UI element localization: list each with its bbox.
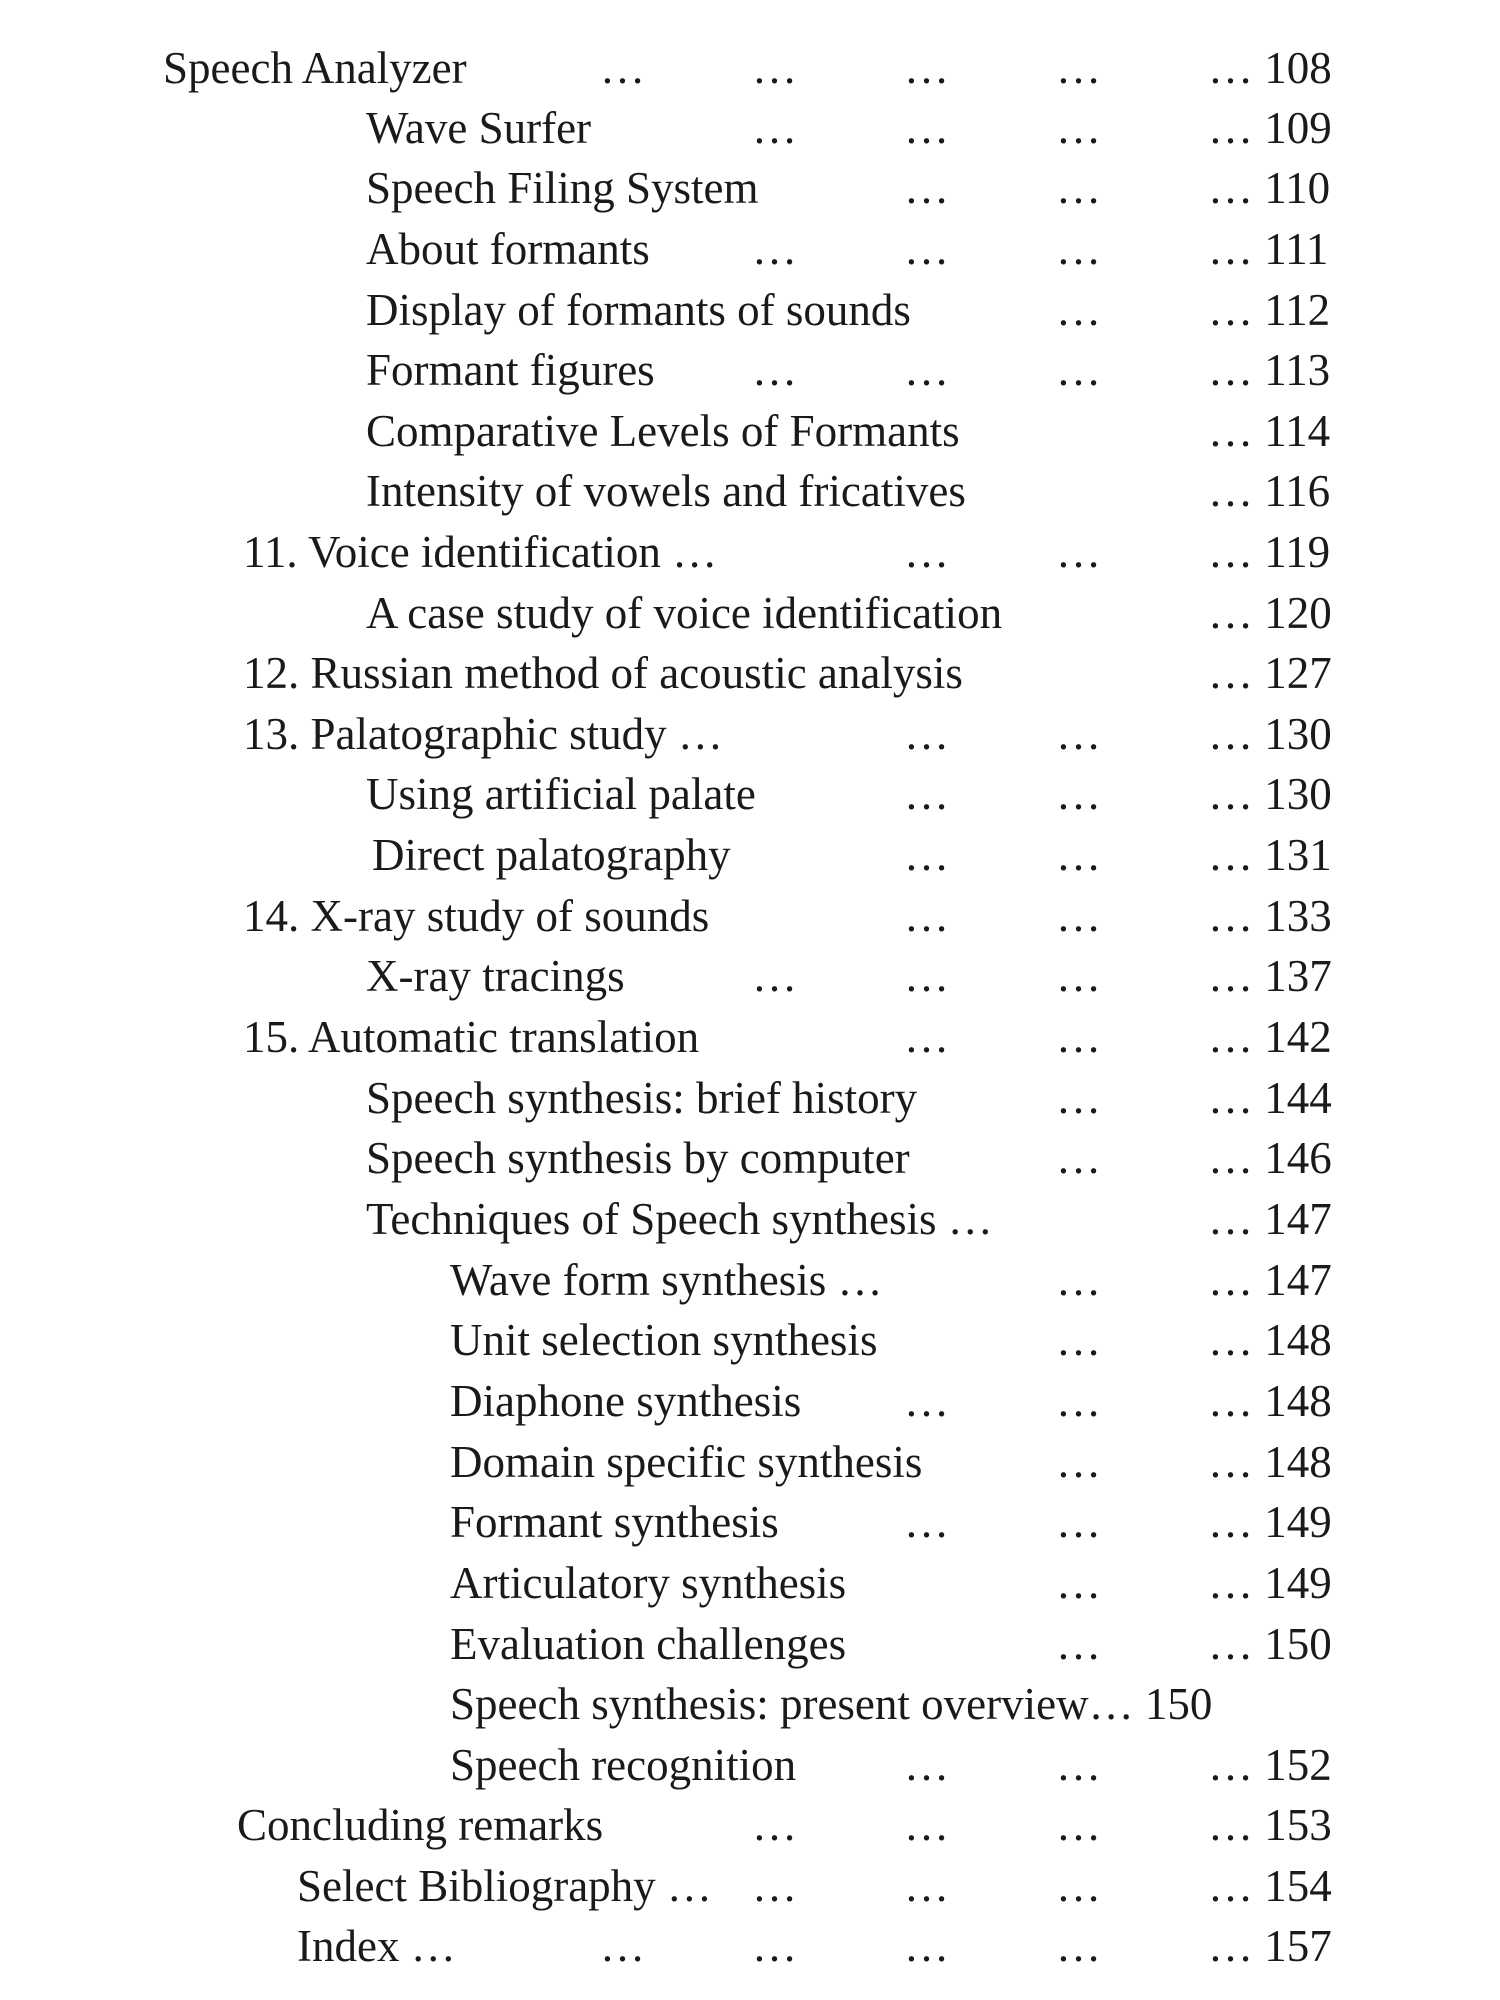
page-number: … 109: [1208, 103, 1332, 153]
toc-entry: [0, 1371, 1500, 1431]
page-number: … 113: [1208, 345, 1331, 395]
entry-title: 15. Automatic translation: [243, 1012, 700, 1062]
page-number: … 130: [1208, 709, 1332, 759]
toc-entry: [0, 946, 1500, 1006]
page-number: … 154: [1208, 1861, 1332, 1911]
toc-entry: [0, 1856, 1500, 1916]
page-number: … 144: [1208, 1073, 1332, 1123]
leader-dots: …: [1056, 1558, 1103, 1608]
leader-dots: …: [1056, 1861, 1103, 1911]
leader-dots: …: [904, 1012, 951, 1062]
toc-entry: [0, 1007, 1500, 1067]
leader-dots: …: [904, 224, 951, 274]
entry-title: A case study of voice identification: [366, 588, 1003, 638]
leader-dots: …: [1056, 769, 1103, 819]
leader-dots: …: [752, 1921, 799, 1971]
leader-dots: …: [904, 709, 951, 759]
leader-dots: …: [904, 1861, 951, 1911]
entry-title: Speech synthesis by computer: [366, 1133, 910, 1183]
page-number: … 131: [1208, 830, 1332, 880]
leader-dots: …: [1056, 709, 1103, 759]
toc-entry: [0, 98, 1500, 158]
leader-dots: …: [904, 1921, 951, 1971]
toc-entry: [0, 461, 1500, 521]
page-number: … 148: [1208, 1437, 1332, 1487]
entry-title: 12. Russian method of acoustic analysis: [243, 648, 963, 698]
leader-dots: …: [1056, 1497, 1103, 1547]
toc-entry: [0, 340, 1500, 400]
page-number: … 149: [1208, 1497, 1332, 1547]
entry-title: Speech Filing System: [366, 163, 759, 213]
toc-entry: [0, 764, 1500, 824]
toc-entry: [0, 1250, 1500, 1310]
page-number: … 137: [1208, 951, 1332, 1001]
leader-dots: …: [904, 527, 951, 577]
leader-dots: …: [1056, 1255, 1103, 1305]
leader-dots: …: [1056, 1619, 1103, 1669]
entry-title: Display of formants of sounds: [366, 285, 911, 335]
page-number: … 108: [1208, 43, 1332, 93]
entry-title: Evaluation challenges: [450, 1619, 847, 1669]
leader-dots: …: [1056, 527, 1103, 577]
leader-dots: …: [1056, 891, 1103, 941]
leader-dots: …: [752, 43, 799, 93]
page-number: … 130: [1208, 769, 1332, 819]
entry-title: 11. Voice identification …: [243, 527, 718, 577]
leader-dots: …: [904, 163, 951, 213]
leader-dots: …: [752, 345, 799, 395]
toc-entry: [0, 1432, 1500, 1492]
entry-title: Formant figures: [366, 345, 655, 395]
leader-dots: …: [1056, 224, 1103, 274]
toc-entry: [0, 1189, 1500, 1249]
toc-entry: [0, 1128, 1500, 1188]
toc-entry: [0, 1553, 1500, 1613]
entry-title: X-ray tracings: [366, 951, 625, 1001]
entry-title: Index …: [297, 1921, 456, 1971]
page-number: … 110: [1208, 163, 1331, 213]
toc-entry: [0, 1674, 1500, 1734]
page-number: … 146: [1208, 1133, 1332, 1183]
entry-title: Unit selection synthesis: [450, 1315, 878, 1365]
entry-title: Wave form synthesis …: [450, 1255, 883, 1305]
page-number: … 116: [1208, 466, 1331, 516]
entry-title: Domain specific synthesis: [450, 1437, 923, 1487]
entry-title: Speech Analyzer: [163, 43, 467, 93]
leader-dots: …: [1056, 1012, 1103, 1062]
leader-dots: …: [904, 345, 951, 395]
leader-dots: …: [600, 1921, 647, 1971]
toc-entry: [0, 1492, 1500, 1552]
entry-title: Diaphone synthesis: [450, 1376, 802, 1426]
leader-dots: …: [1056, 285, 1103, 335]
page-number: … 142: [1208, 1012, 1332, 1062]
leader-dots: …: [1056, 1740, 1103, 1790]
entry-title: About formants: [366, 224, 650, 274]
leader-dots: …: [904, 1740, 951, 1790]
page-number: … 148: [1208, 1315, 1332, 1365]
toc-entry: [0, 825, 1500, 885]
entry-title: Select Bibliography …: [297, 1861, 712, 1911]
leader-dots: …: [904, 951, 951, 1001]
leader-dots: …: [904, 1376, 951, 1426]
leader-dots: …: [904, 1497, 951, 1547]
leader-dots: …: [752, 951, 799, 1001]
leader-dots: …: [1056, 1921, 1103, 1971]
entry-title: Direct palatography: [372, 830, 731, 880]
toc-entry: [0, 522, 1500, 582]
entry-title: Techniques of Speech synthesis …: [366, 1194, 993, 1244]
leader-dots: …: [904, 43, 951, 93]
leader-dots: …: [1056, 1073, 1103, 1123]
leader-dots: …: [1056, 1376, 1103, 1426]
toc-entry: [0, 886, 1500, 946]
page-number: … 147: [1208, 1194, 1332, 1244]
leader-dots: …: [1056, 1800, 1103, 1850]
toc-entry: [0, 280, 1500, 340]
leader-dots: …: [1056, 43, 1103, 93]
leader-dots: …: [600, 43, 647, 93]
toc-entry: [0, 583, 1500, 643]
toc-entry: [0, 158, 1500, 218]
page-number: … 119: [1208, 527, 1331, 577]
entry-title: Speech synthesis: brief history: [366, 1073, 918, 1123]
leader-dots: …: [904, 830, 951, 880]
toc-entry: [0, 1614, 1500, 1674]
leader-dots: …: [752, 103, 799, 153]
toc-entry: [0, 1916, 1500, 1976]
toc-entry: [0, 219, 1500, 279]
entry-title: Using artificial palate: [366, 769, 756, 819]
entry-title: Comparative Levels of Formants: [366, 406, 960, 456]
leader-dots: …: [1056, 345, 1103, 395]
leader-dots: …: [1056, 951, 1103, 1001]
page-number: … 112: [1208, 285, 1331, 335]
leader-dots: …: [904, 769, 951, 819]
leader-dots: …: [1056, 1315, 1103, 1365]
entry-title: 13. Palatographic study …: [243, 709, 723, 759]
entry-title: Speech recognition: [450, 1740, 797, 1790]
page-number: … 148: [1208, 1376, 1332, 1426]
page-number: … 157: [1208, 1921, 1332, 1971]
leader-dots: …: [1056, 830, 1103, 880]
leader-dots: …: [752, 224, 799, 274]
toc-entry: [0, 1068, 1500, 1128]
page-number: … 120: [1208, 588, 1332, 638]
page-number: … 149: [1208, 1558, 1332, 1608]
entry-title: Articulatory synthesis: [450, 1558, 847, 1608]
entry-title: Wave Surfer: [366, 103, 592, 153]
toc-entry: [0, 1735, 1500, 1795]
toc-entry: [0, 1310, 1500, 1370]
leader-dots: …: [904, 103, 951, 153]
toc-entry: [0, 704, 1500, 764]
page-number: … 127: [1208, 648, 1332, 698]
leader-dots: …: [1056, 1437, 1103, 1487]
leader-dots: …: [1056, 103, 1103, 153]
leader-dots: …: [1056, 163, 1103, 213]
entry-title: 14. X-ray study of sounds: [243, 891, 710, 941]
page-number: … 152: [1208, 1740, 1332, 1790]
page-number: … 133: [1208, 891, 1332, 941]
leader-dots: …: [752, 1861, 799, 1911]
toc-entry: [0, 401, 1500, 461]
entry-title: Concluding remarks: [237, 1800, 604, 1850]
page-number: … 150: [1208, 1619, 1332, 1669]
page-number: … 153: [1208, 1800, 1332, 1850]
entry-title: Speech synthesis: present overview… 150: [450, 1679, 1213, 1729]
leader-dots: …: [904, 891, 951, 941]
toc-entry: [0, 1795, 1500, 1855]
entry-title: Intensity of vowels and fricatives: [366, 466, 966, 516]
leader-dots: …: [752, 1800, 799, 1850]
toc-entry: [0, 38, 1500, 98]
page-number: … 114: [1208, 406, 1331, 456]
entry-title: Formant synthesis: [450, 1497, 779, 1547]
leader-dots: …: [904, 1800, 951, 1850]
page-number: … 147: [1208, 1255, 1332, 1305]
toc-entry: [0, 643, 1500, 703]
leader-dots: …: [1056, 1133, 1103, 1183]
page-number: … 111: [1208, 224, 1329, 274]
